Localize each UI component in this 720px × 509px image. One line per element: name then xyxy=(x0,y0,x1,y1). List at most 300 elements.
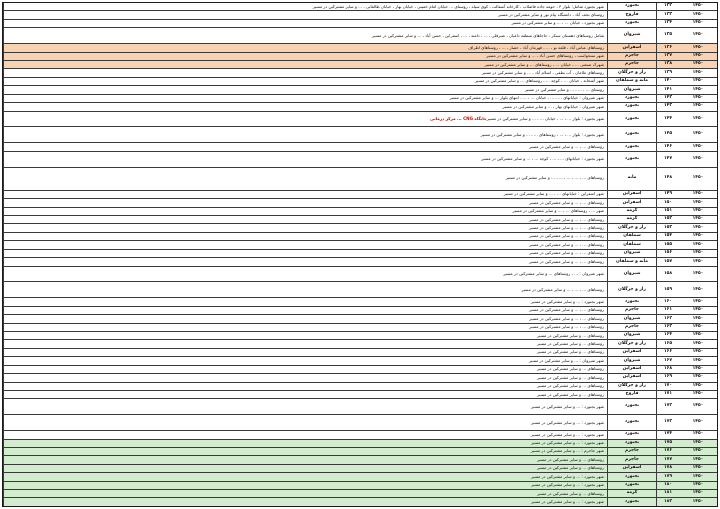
row-number-cell: ۱۵۷ xyxy=(656,258,679,265)
row-number-cell: ۱۵۳ xyxy=(656,224,679,231)
code-cell: ۱۴۵۰ xyxy=(692,473,704,479)
code-cell: ۱۴۵۰ xyxy=(692,465,704,471)
description-text: روستاهای غلامان ، آب بطفی ، اسلام آباد ، ... و سایر مشترکین در مسیر xyxy=(481,69,604,75)
outage-area-description xyxy=(3,315,607,322)
description-text: روستاهای ... و سایر مشترکین در مسیر xyxy=(536,366,604,372)
table-row xyxy=(3,473,717,481)
table-row xyxy=(3,267,717,283)
code-cell: ۱۴۵۰ xyxy=(692,250,704,256)
city-cell: جاجرم xyxy=(607,307,656,314)
row-number-cell: ۱۴۸ xyxy=(656,168,679,190)
outage-area-description xyxy=(3,53,607,60)
table-row xyxy=(3,216,717,224)
table-row xyxy=(3,241,717,249)
outage-area-description xyxy=(3,383,607,390)
code-cell: ۱۴۵۰ xyxy=(692,155,704,161)
code-cell: ۱۴۵۰ xyxy=(692,115,704,121)
code-cell: ۱۴۵۰ xyxy=(692,44,704,50)
code-cell: ۱۴۵۰ xyxy=(692,403,704,409)
description-text: شهر شیروان : خیابانهای ... ، ... ، خیابان ... ، ... ، انتهای بلوار ... و سایر مشترکین در مسیر xyxy=(449,95,604,101)
row-number-cell: ۱۴۵ xyxy=(656,127,679,142)
code-cell: ۱۴۵۰ xyxy=(692,95,704,101)
row-number-cell: ۱۵۴ xyxy=(656,233,679,240)
outage-area-description xyxy=(3,440,607,447)
outage-area-description xyxy=(3,20,607,27)
city-cell: راز و جرگلان xyxy=(607,383,656,390)
table-row xyxy=(3,490,717,498)
outage-area-description xyxy=(3,233,607,240)
description-text: شهر شیروان : خیابانهای بهار ، ... و سایر مشترکین در مسیر xyxy=(502,103,604,109)
code-cell: ۱۴۵۰ xyxy=(692,332,704,338)
table-row xyxy=(3,208,717,216)
table-row xyxy=(3,20,717,28)
row-number-cell: ۱۸۱ xyxy=(656,490,679,497)
row-number-cell: ۱۶۲ xyxy=(656,315,679,322)
table-row xyxy=(3,440,717,448)
row-number-cell: ۱۳۸ xyxy=(656,61,679,68)
table-row xyxy=(3,340,717,348)
row-number-cell: ۱۵۶ xyxy=(656,250,679,257)
outage-area-description xyxy=(3,465,607,472)
city-cell: اسفراین xyxy=(607,44,656,51)
row-number-cell: ۱۶۷ xyxy=(656,357,679,364)
description-text: روستاهای ... ، ... و سایر مشترکین در مسیر xyxy=(529,241,604,247)
code-cell: ۱۴۵۰ xyxy=(692,366,704,372)
table-row xyxy=(3,431,717,439)
outage-area-description xyxy=(3,95,607,102)
outage-area-description xyxy=(3,11,607,18)
code-cell: ۱۴۵۰ xyxy=(692,233,704,239)
city-cell: شیروان xyxy=(607,250,656,257)
code-cell: ۱۴۵۰ xyxy=(692,448,704,454)
city-cell: بجنورد xyxy=(607,440,656,447)
table-row xyxy=(3,224,717,232)
code-cell: ۱۴۵۰ xyxy=(692,69,704,75)
outage-area-description xyxy=(3,44,607,51)
row-number-cell: ۱۷۱ xyxy=(656,391,679,398)
description-text: شهر بجنورد : بلوار ... ، ... ، خیابان ... ، ... و سایر مشترکین در مسیر xyxy=(486,115,604,121)
table-row xyxy=(3,233,717,241)
code-cell: ۱۴۵۰ xyxy=(692,315,704,321)
outage-area-description xyxy=(3,357,607,364)
city-cell: شیروان xyxy=(607,28,656,43)
city-cell: گرمه xyxy=(607,216,656,223)
table-row xyxy=(3,199,717,207)
table-row xyxy=(3,498,717,505)
row-number-cell: ۱۶۱ xyxy=(656,307,679,314)
table-row xyxy=(3,315,717,323)
city-cell: راز و جرگلان xyxy=(607,69,656,76)
city-cell: اسفراین xyxy=(607,199,656,206)
outage-area-description xyxy=(3,250,607,257)
table-row xyxy=(3,95,717,103)
description-text: شهر بجنورد : ... و سایر مشترکین در مسیر xyxy=(530,431,604,437)
code-cell: ۱۴۵۰ xyxy=(692,216,704,222)
table-row xyxy=(3,357,717,365)
description-text: شهر بجنورد : بلوار ... ، ... ، روستاهای ... ، ... و سایر مشترکین در مسیر xyxy=(480,131,604,137)
description-text: شهر بجنورد : ... و سایر مشترکین در مسیر xyxy=(530,499,604,505)
outage-area-description xyxy=(3,391,607,398)
description-text: روستای ... ، ... ، ... و سایر مشترکین در مسیر xyxy=(524,86,604,92)
description-text: شهر اسفراین : خیابانهای ... ، ... و سایر مشترکین در مسیر xyxy=(503,191,604,197)
row-number-cell: ۱۷۹ xyxy=(656,473,679,480)
row-number-cell: ۱۷۵ xyxy=(656,440,679,447)
city-cell: بجنورد xyxy=(607,498,656,505)
outage-area-description xyxy=(3,366,607,373)
table-row xyxy=(3,324,717,332)
row-number-cell: ۱۵۰ xyxy=(656,199,679,206)
table-row xyxy=(3,44,717,52)
table-row xyxy=(3,191,717,199)
description-text: روستاهای ... و سایر مشترکین در مسیر xyxy=(536,332,604,338)
table-row xyxy=(3,78,717,86)
description-text: روستاهای ... ، ... و سایر مشترکین در مسیر xyxy=(529,324,604,330)
table-row xyxy=(3,86,717,94)
city-cell: سملقان xyxy=(607,233,656,240)
outage-area-description xyxy=(3,143,607,150)
table-row xyxy=(3,28,717,44)
outage-area-description xyxy=(3,152,607,167)
row-number-cell: ۱۴۶ xyxy=(656,143,679,150)
city-cell: مانه و سملقان xyxy=(607,78,656,85)
table-row xyxy=(3,465,717,473)
city-cell: اسفراین xyxy=(607,374,656,381)
table-row xyxy=(3,366,717,374)
code-cell: ۱۴۵۰ xyxy=(692,61,704,67)
row-number-cell: ۱۶۵ xyxy=(656,340,679,347)
code-cell: ۱۴۵۰ xyxy=(692,270,704,276)
table-row xyxy=(3,374,717,382)
code-cell: ۱۴۵۰ xyxy=(692,208,704,214)
code-cell: ۱۴۵۰ xyxy=(692,298,704,304)
code-cell: ۱۴۵۰ xyxy=(692,323,704,329)
row-number-cell: ۱۴۱ xyxy=(656,86,679,93)
code-cell: ۱۴۵۰ xyxy=(692,374,704,380)
city-cell: اسفراین xyxy=(607,191,656,198)
table-row xyxy=(3,482,717,490)
description-text: روستاهای ... و سایر مشترکین در مسیر xyxy=(536,374,604,380)
outage-area-description xyxy=(3,490,607,497)
outage-area-description xyxy=(3,324,607,331)
row-number-cell: ۱۴۹ xyxy=(656,191,679,198)
table-row xyxy=(3,53,717,61)
outage-area-description xyxy=(3,86,607,93)
outage-area-description xyxy=(3,112,607,127)
outage-area-description xyxy=(3,3,607,10)
city-cell: بجنورد xyxy=(607,399,656,414)
row-number-cell: ۱۴۳ xyxy=(656,103,679,110)
outage-area-description xyxy=(3,78,607,85)
city-cell: بجنورد xyxy=(607,431,656,438)
code-cell: ۱۴۵۰ xyxy=(692,11,704,17)
description-text: روستاهای ... ، ... ، ... و سایر مشترکین در مسیر xyxy=(521,286,604,292)
code-cell: ۱۴۵۰ xyxy=(692,419,704,425)
table-row xyxy=(3,69,717,77)
row-number-cell: ۱۳۲ xyxy=(656,3,679,10)
outage-area-description xyxy=(3,473,607,480)
city-cell: بجنورد xyxy=(607,482,656,489)
table-row xyxy=(3,103,717,111)
description-text: روستاهای عباس آباد ، قلعه نو ، ... ، قهرمان آباد ، حصار ، ... ، روستاهای اطراف xyxy=(467,44,604,50)
code-cell: ۱۴۵۰ xyxy=(692,103,704,109)
row-number-cell: ۱۵۱ xyxy=(656,208,679,215)
description-text: شهر بجنورد : ... و سایر مشترکین در مسیر xyxy=(530,440,604,446)
description-text: شهر بجنورد : ... و سایر مشترکین در مسیر xyxy=(530,403,604,409)
outage-area-description xyxy=(3,349,607,356)
code-cell: ۱۴۵۰ xyxy=(692,349,704,355)
outage-area-description xyxy=(3,216,607,223)
outage-area-description xyxy=(3,241,607,248)
table-row xyxy=(3,415,717,431)
description-text: شهر شیروان : ... ، روستاهای ... و سایر مشترکین در مسیر xyxy=(503,270,604,276)
row-number-cell: ۱۷۷ xyxy=(656,456,679,463)
description-text: شهر ... ، روستاهای ... ، ... و سایر مشترکین در مسیر xyxy=(512,208,604,214)
table-row xyxy=(3,391,717,399)
description-text: روستاهای ... و سایر مشترکین در مسیر xyxy=(536,340,604,346)
description-text: روستاهای ... ، ... و سایر مشترکین در مسیر xyxy=(529,307,604,313)
row-number-cell: ۱۴۷ xyxy=(656,152,679,167)
city-cell: شیروان xyxy=(607,315,656,322)
outage-area-description xyxy=(3,307,607,314)
city-cell: مانه و سملقان xyxy=(607,258,656,265)
city-cell: شیروان xyxy=(607,332,656,339)
city-cell: بجنورد xyxy=(607,112,656,127)
table-row xyxy=(3,349,717,357)
row-number-cell: ۱۴۰ xyxy=(656,78,679,85)
city-cell: شیروان xyxy=(607,267,656,282)
code-cell: ۱۴۵۰ xyxy=(692,357,704,363)
description-text: روستای نجف آباد ، دانشگاه پیام نور و سایر مشترکین در مسیر xyxy=(498,11,604,17)
table-row xyxy=(3,448,717,456)
table-row xyxy=(3,383,717,391)
city-cell: بجنورد xyxy=(607,3,656,10)
row-number-cell: ۱۶۹ xyxy=(656,374,679,381)
city-cell: فاروج xyxy=(607,391,656,398)
city-cell: جاجرم xyxy=(607,456,656,463)
outage-area-description xyxy=(3,431,607,438)
row-number-cell: ۱۷۴ xyxy=(656,431,679,438)
code-cell: ۱۴۵۰ xyxy=(692,86,704,92)
row-number-cell: ۱۸۰ xyxy=(656,482,679,489)
row-number-cell: ۱۳۷ xyxy=(656,53,679,60)
row-number-cell: ۱۴۲ xyxy=(656,95,679,102)
description-text: روستاهای ... و سایر مشترکین در مسیر xyxy=(536,490,604,496)
description-text: روستاهای ... و سایر مشترکین در مسیر xyxy=(536,465,604,471)
outage-area-description xyxy=(3,282,607,297)
outage-area-description xyxy=(3,168,607,190)
city-cell: شیروان xyxy=(607,86,656,93)
description-text: شهر بجنورد : ... و سایر مشترکین در مسیر xyxy=(530,482,604,488)
table-row xyxy=(3,258,717,266)
row-number-cell: ۱۷۰ xyxy=(656,383,679,390)
code-cell: ۱۴۵۰ xyxy=(692,307,704,313)
code-cell: ۱۴۵۰ xyxy=(692,498,704,504)
row-number-cell: ۱۵۹ xyxy=(656,282,679,297)
outage-area-description xyxy=(3,191,607,198)
row-number-cell: ۱۵۲ xyxy=(656,216,679,223)
city-cell: راز و جرگلان xyxy=(607,224,656,231)
row-number-cell: ۱۷۶ xyxy=(656,448,679,455)
outage-area-description xyxy=(3,415,607,430)
description-text: شهر بجنورد : ... و سایر مشترکین در مسیر xyxy=(530,473,604,479)
city-cell: جاجرم xyxy=(607,324,656,331)
city-cell: اسفراین xyxy=(607,366,656,373)
outage-area-description xyxy=(3,456,607,463)
city-cell: بجنورد xyxy=(607,473,656,480)
code-cell: ۱۴۵۰ xyxy=(692,131,704,137)
description-text: روستاهای ... و سایر مشترکین در مسیر xyxy=(536,456,604,462)
code-cell: ۱۴۵۰ xyxy=(692,3,704,9)
outage-area-description xyxy=(3,127,607,142)
table-row xyxy=(3,456,717,464)
outage-area-description xyxy=(3,374,607,381)
table-row xyxy=(3,127,717,143)
row-number-cell: ۱۷۲ xyxy=(656,399,679,414)
code-cell: ۱۴۵۰ xyxy=(692,382,704,388)
table-row xyxy=(3,307,717,315)
city-cell: اسفراین xyxy=(607,349,656,356)
outage-area-description xyxy=(3,448,607,455)
row-number-cell: ۱۶۶ xyxy=(656,349,679,356)
description-text: شهر جاجرم : ... و سایر مشترکین در مسیر xyxy=(530,448,604,454)
outage-area-description xyxy=(3,332,607,339)
code-cell: ۱۴۵۰ xyxy=(692,199,704,205)
city-cell: جاجرم xyxy=(607,448,656,455)
code-cell: ۱۴۵۰ xyxy=(692,143,704,149)
outage-area-description xyxy=(3,28,607,43)
row-number-cell: ۱۳۶ xyxy=(656,44,679,51)
table-row xyxy=(3,298,717,306)
code-cell: ۱۴۵۰ xyxy=(692,191,704,197)
description-text: روستاهای ... و سایر مشترکین در مسیر xyxy=(536,391,604,397)
city-cell: راز و جرگلان xyxy=(607,282,656,297)
code-cell: ۱۴۵۰ xyxy=(692,456,704,462)
outage-area-description xyxy=(3,69,607,76)
outage-area-description xyxy=(3,61,607,68)
row-number-cell: ۱۳۹ xyxy=(656,69,679,76)
description-text: روستاهای ... و سایر مشترکین در مسیر xyxy=(536,349,604,355)
outage-area-description xyxy=(3,208,607,215)
row-number-cell: ۱۳۵ xyxy=(656,28,679,43)
outage-area-description xyxy=(3,298,607,305)
code-cell: ۱۴۵۰ xyxy=(692,78,704,84)
table-row xyxy=(3,11,717,19)
description-text: شهرک صنعتی ... ، خیابان ... ، روستاهای ... و سایر مشترکین در مسیر xyxy=(484,61,604,67)
city-cell: بجنورد xyxy=(607,415,656,430)
city-cell: سملقان xyxy=(607,241,656,248)
row-number-cell: ۱۳۴ xyxy=(656,20,679,27)
code-cell: ۱۴۵۰ xyxy=(692,52,704,58)
city-cell: بجنورد xyxy=(607,298,656,305)
row-number-cell: ۱۶۸ xyxy=(656,366,679,373)
description-text: شهر بجنورد : خیابانهای ... ، ... ، کوچه ... ، ... و سایر مشترکین در مسیر xyxy=(481,155,604,161)
description-text: روستاهای ... ، ... و سایر مشترکین در مسیر xyxy=(529,233,604,239)
outage-schedule-table xyxy=(2,2,718,507)
description-text: شهر بجنورد شامل: بلوار ۳ ، حومه جاده فاضلاب ، کارخانه آسفالت ، کوی سپاه ، روستای ... خیابان امام خمینی ، خیابان بهار ، خیابان طالقانی ، ... و سایر مشترکین در مسیر xyxy=(312,3,604,9)
highlight-note: جایگاه CNG ... مرکز درمانی xyxy=(429,115,487,121)
city-cell: بجنورد xyxy=(607,127,656,142)
city-cell: مانه xyxy=(607,168,656,190)
table-row xyxy=(3,152,717,168)
code-cell: ۱۴۵۰ xyxy=(692,175,704,181)
table-row xyxy=(3,332,717,340)
code-cell: ۱۴۵۰ xyxy=(692,286,704,292)
outage-area-description xyxy=(3,340,607,347)
description-text: شهر بجنورد : ... و سایر مشترکین در مسیر xyxy=(530,419,604,425)
table-row xyxy=(3,3,717,11)
city-cell: بجنورد xyxy=(607,152,656,167)
city-cell: راز و جرگلان xyxy=(607,340,656,347)
code-cell: ۱۴۵۰ xyxy=(692,490,704,496)
city-cell: جاجرم xyxy=(607,61,656,68)
city-cell: بجنورد xyxy=(607,95,656,102)
city-cell: شیروان xyxy=(607,357,656,364)
city-cell: جاجرم xyxy=(607,53,656,60)
description-text: روستاهای ... ، ... و سایر مشترکین در مسیر xyxy=(529,258,604,264)
table-row xyxy=(3,282,717,298)
description-text: شهر شیروان : ... و سایر مشترکین در مسیر xyxy=(528,357,604,363)
city-cell: گرمه xyxy=(607,208,656,215)
description-text: روستاهای ... ، ... و سایر مشترکین در مسیر xyxy=(529,199,604,205)
outage-area-description xyxy=(3,482,607,489)
description-text: شهر آشخانه ، خیابان ... ، کوچه ... ، روستاهای ... و سایر مشترکین در مسیر xyxy=(474,78,604,84)
row-number-cell: ۱۳۳ xyxy=(656,11,679,18)
outage-area-description xyxy=(3,199,607,206)
description-text: روستاهای ... و سایر مشترکین در مسیر xyxy=(536,383,604,389)
row-number-cell: ۱۷۸ xyxy=(656,465,679,472)
description-text: روستاهای ... ، ... و سایر مشترکین در مسیر xyxy=(529,143,604,149)
description-text: شهر سنخواست ، روستاهای حسن آباد ، ... و سایر مشترکین در مسیر xyxy=(486,53,604,59)
description-text: روستاهای ... ، ... و سایر مشترکین در مسیر xyxy=(529,225,604,231)
table-row xyxy=(3,399,717,415)
description-text: شهر بجنورد ، خیابان ... ، ... و سایر مشترکین در مسیر xyxy=(511,20,604,26)
row-number-cell: ۱۶۰ xyxy=(656,298,679,305)
row-number-cell: ۱۴۴ xyxy=(656,112,679,127)
code-cell: ۱۴۵۰ xyxy=(692,439,704,445)
description-text: روستاهای ... ، ... ، ... ، ... ، ... و سایر مشترکین در مسیر xyxy=(505,175,604,181)
table-row xyxy=(3,250,717,258)
row-number-cell: ۱۶۴ xyxy=(656,332,679,339)
outage-area-description xyxy=(3,103,607,110)
description-text: شهر بجنورد : ... و سایر مشترکین در مسیر xyxy=(530,298,604,304)
code-cell: ۱۴۵۰ xyxy=(692,258,704,264)
city-cell: بجنورد xyxy=(607,103,656,110)
code-cell: ۱۴۵۰ xyxy=(692,20,704,26)
city-cell: بجنورد xyxy=(607,143,656,150)
description-text: روستاهای ... ، ... و سایر مشترکین در مسیر xyxy=(529,250,604,256)
code-cell: ۱۴۵۰ xyxy=(692,482,704,487)
description-text: روستاهای ... ، ... و سایر مشترکین در مسیر xyxy=(529,216,604,222)
code-cell: ۱۴۵۰ xyxy=(692,391,704,397)
table-row xyxy=(3,112,717,128)
city-cell: فاروج xyxy=(607,11,656,18)
row-number-cell: ۱۸۲ xyxy=(656,498,679,505)
outage-area-description xyxy=(3,399,607,414)
code-cell: ۱۴۵۰ xyxy=(692,431,704,437)
code-cell: ۱۴۵۰ xyxy=(692,241,704,247)
city-cell: گرمه xyxy=(607,490,656,497)
outage-area-description xyxy=(3,258,607,265)
code-cell: ۱۴۵۰ xyxy=(692,32,704,38)
description-text: شامل روستاهای دهستان سنکر ، جاجاهای منطقه داغیان ، شیرقلی ، ... ، دامنه ، ... ، اسفراین ، حسن آباد ، ... و سایر مشترکین در مسیر xyxy=(372,32,604,38)
outage-area-description xyxy=(3,224,607,231)
code-cell: ۱۴۵۰ xyxy=(692,340,704,346)
row-number-cell: ۱۵۵ xyxy=(656,241,679,248)
row-number-cell: ۱۷۳ xyxy=(656,415,679,430)
row-number-cell: ۱۵۸ xyxy=(656,267,679,282)
table-row xyxy=(3,168,717,191)
outage-area-description xyxy=(3,267,607,282)
